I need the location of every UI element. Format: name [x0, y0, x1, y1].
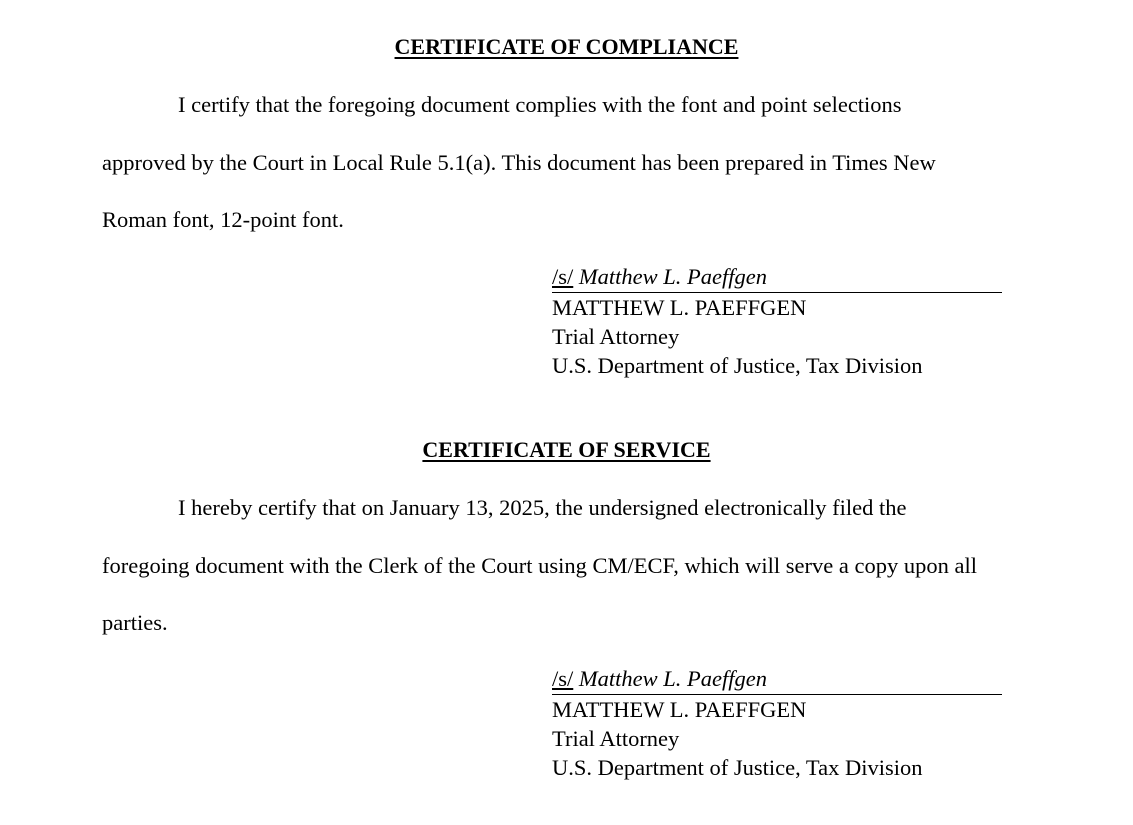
- compliance-signer-office: U.S. Department of Justice, Tax Division: [552, 353, 923, 378]
- service-heading: CERTIFICATE OF SERVICE: [422, 437, 711, 462]
- service-paragraph-line-3: parties.: [102, 610, 168, 635]
- compliance-signature-block: [552, 264, 1012, 380]
- service-signature-block: [552, 666, 1012, 782]
- service-printed-name: MATTHEW L. PAEFFGEN: [552, 697, 807, 722]
- service-paragraph-line-2: foregoing document with the Clerk of the Court using CM/ECF, which will serve a copy upon all: [102, 553, 977, 578]
- compliance-paragraph-line-3: Roman font, 12-point font.: [102, 207, 344, 232]
- compliance-paragraph-line-2: approved by the Court in Local Rule 5.1(a). This document has been prepared in Times New: [102, 150, 936, 175]
- service-signer-office: U.S. Department of Justice, Tax Division: [552, 755, 923, 780]
- service-signature-prefix: /s/: [552, 666, 574, 691]
- compliance-signer-title: Trial Attorney: [552, 324, 680, 349]
- service-paragraph-line-1: I hereby certify that on January 13, 2025, the undersigned electronically filed the: [178, 495, 907, 520]
- compliance-printed-name: MATTHEW L. PAEFFGEN: [552, 295, 807, 320]
- service-signature-name: Matthew L. Paeffgen: [578, 666, 767, 691]
- service-signature-line: [552, 666, 1002, 695]
- compliance-signature-line: [552, 264, 1002, 293]
- service-signer-title: Trial Attorney: [552, 726, 680, 751]
- compliance-signature-prefix: /s/: [552, 264, 574, 289]
- compliance-signature-name: Matthew L. Paeffgen: [578, 264, 767, 289]
- compliance-heading: CERTIFICATE OF COMPLIANCE: [394, 34, 739, 59]
- compliance-paragraph-line-1: I certify that the foregoing document complies with the font and point selections: [178, 92, 902, 117]
